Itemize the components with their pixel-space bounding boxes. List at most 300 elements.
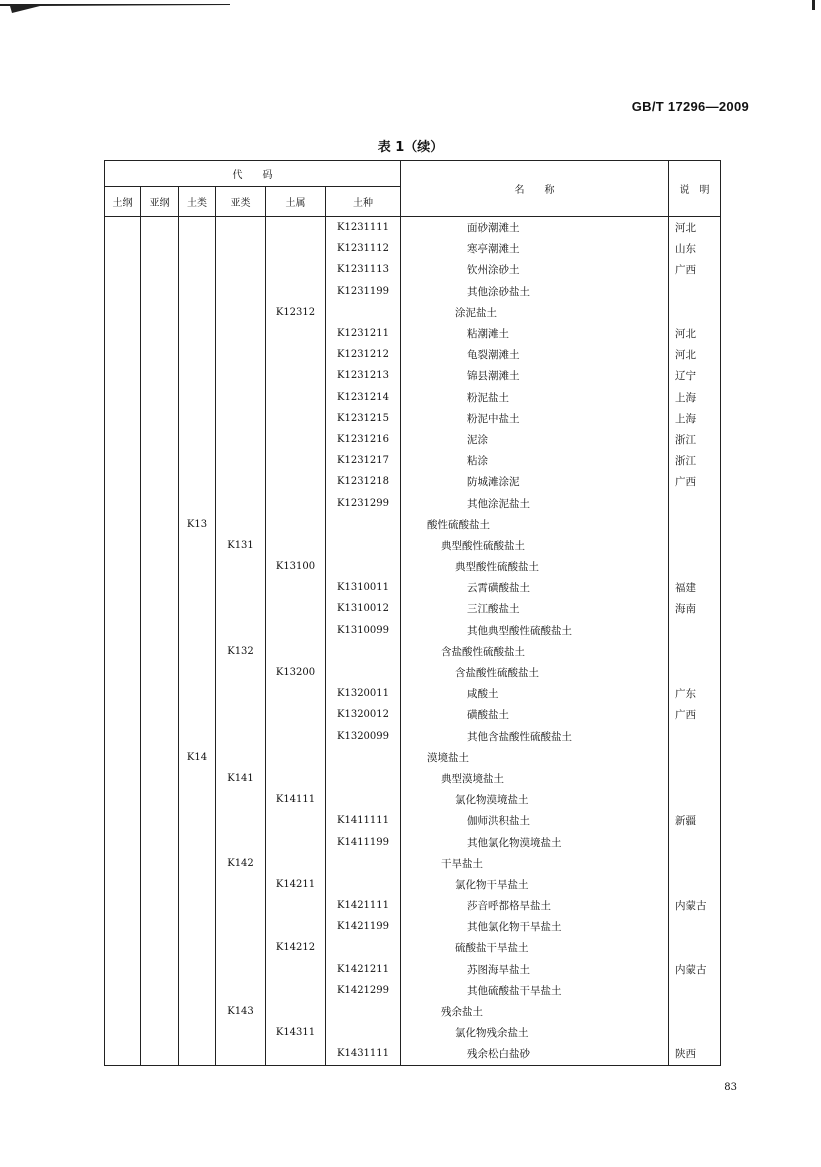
yalei-code-cell xyxy=(216,408,266,429)
tugang-column-header: 土纲 xyxy=(105,187,141,217)
tushu-code-cell xyxy=(266,323,326,344)
region-note-cell xyxy=(669,831,721,852)
soil-name-cell: 锦县潮滩土 xyxy=(401,365,669,386)
soil-name-cell: 干旱盐土 xyxy=(401,853,669,874)
tugang-cell xyxy=(105,492,141,513)
tugang-cell xyxy=(105,471,141,492)
tuzhong-code-cell: K1431111 xyxy=(326,1043,401,1065)
yagang-cell xyxy=(141,514,179,535)
soil-name-cell: 三江酸盐土 xyxy=(401,598,669,619)
table-row xyxy=(105,429,721,450)
region-note-cell xyxy=(669,662,721,683)
yagang-cell xyxy=(141,1022,179,1043)
region-note-cell: 山东 xyxy=(669,238,721,259)
tushu-code-cell xyxy=(266,704,326,725)
yalei-code-cell xyxy=(216,514,266,535)
tugang-cell xyxy=(105,577,141,598)
tuzhong-code-cell: K1231211 xyxy=(326,323,401,344)
soil-name-cell: 典型酸性硫酸盐土 xyxy=(401,535,669,556)
yalei-code-cell xyxy=(216,450,266,471)
yagang-cell xyxy=(141,683,179,704)
yalei-code-cell xyxy=(216,704,266,725)
yalei-code-cell xyxy=(216,980,266,1001)
tugang-cell xyxy=(105,302,141,323)
soil-name-cell: 云霄磺酸盐土 xyxy=(401,577,669,598)
code-group-header: 代 码 xyxy=(105,161,401,187)
table-row xyxy=(105,937,721,958)
region-note-cell xyxy=(669,620,721,641)
yalei-code-cell xyxy=(216,662,266,683)
tushu-code-cell xyxy=(266,916,326,937)
yalei-code-cell xyxy=(216,683,266,704)
table-row xyxy=(105,217,721,239)
tuzhong-code-cell: K1421211 xyxy=(326,959,401,980)
region-note-cell xyxy=(669,853,721,874)
tugang-cell xyxy=(105,450,141,471)
tulei-code-cell xyxy=(179,937,216,958)
tulei-code-cell xyxy=(179,916,216,937)
table-row xyxy=(105,789,721,810)
tugang-cell xyxy=(105,535,141,556)
tuzhong-code-cell xyxy=(326,514,401,535)
soil-name-cell: 其他典型酸性硫酸盐土 xyxy=(401,620,669,641)
soil-name-cell: 其他氯化物漠境盐土 xyxy=(401,831,669,852)
tulei-code-cell xyxy=(179,831,216,852)
tulei-code-cell xyxy=(179,259,216,280)
region-note-cell: 广东 xyxy=(669,683,721,704)
soil-name-cell: 粘潮滩土 xyxy=(401,323,669,344)
tushu-code-cell xyxy=(266,577,326,598)
yalei-code-cell xyxy=(216,302,266,323)
region-note-cell xyxy=(669,768,721,789)
yalei-code-cell xyxy=(216,1022,266,1043)
tuzhong-code-cell: K1411199 xyxy=(326,831,401,852)
table-row xyxy=(105,683,721,704)
table-row xyxy=(105,916,721,937)
tugang-cell xyxy=(105,980,141,1001)
table-row xyxy=(105,704,721,725)
region-note-cell: 广西 xyxy=(669,704,721,725)
name-column-header: 名 称 xyxy=(401,161,669,217)
tulei-code-cell xyxy=(179,641,216,662)
tulei-column-header: 土类 xyxy=(179,187,216,217)
tushu-code-cell: K14212 xyxy=(266,937,326,958)
tugang-cell xyxy=(105,217,141,239)
yalei-code-cell: K142 xyxy=(216,853,266,874)
tulei-code-cell: K13 xyxy=(179,514,216,535)
tulei-code-cell xyxy=(179,1001,216,1022)
tugang-cell xyxy=(105,874,141,895)
soil-name-cell: 钦州涂砂土 xyxy=(401,259,669,280)
tushu-code-cell xyxy=(266,492,326,513)
yalei-code-cell: K141 xyxy=(216,768,266,789)
yagang-cell xyxy=(141,598,179,619)
tushu-code-cell xyxy=(266,598,326,619)
soil-name-cell: 面砂潮滩土 xyxy=(401,217,669,239)
tugang-cell xyxy=(105,514,141,535)
scan-artifact-edge xyxy=(812,0,815,10)
yalei-code-cell xyxy=(216,217,266,239)
tugang-cell xyxy=(105,1022,141,1043)
tugang-cell xyxy=(105,238,141,259)
soil-name-cell: 莎音呼都格旱盐土 xyxy=(401,895,669,916)
tulei-code-cell xyxy=(179,535,216,556)
yagang-cell xyxy=(141,895,179,916)
yagang-cell xyxy=(141,471,179,492)
table-title: 表 1（续） xyxy=(377,140,444,155)
soil-name-cell: 其他含盐酸性硫酸盐土 xyxy=(401,726,669,747)
tugang-cell xyxy=(105,959,141,980)
region-note-cell xyxy=(669,514,721,535)
tugang-cell xyxy=(105,344,141,365)
region-note-cell: 上海 xyxy=(669,408,721,429)
table-row xyxy=(105,726,721,747)
tulei-code-cell xyxy=(179,662,216,683)
tuzhong-code-cell xyxy=(326,768,401,789)
soil-classification-table xyxy=(104,160,721,1066)
tushu-code-cell xyxy=(266,620,326,641)
tuzhong-column-header: 土种 xyxy=(326,187,401,217)
yalei-code-cell xyxy=(216,916,266,937)
table-row xyxy=(105,344,721,365)
tulei-code-cell xyxy=(179,302,216,323)
tushu-code-cell xyxy=(266,959,326,980)
yagang-cell xyxy=(141,747,179,768)
tugang-cell xyxy=(105,387,141,408)
soil-name-cell: 泥涂 xyxy=(401,429,669,450)
note-column-header: 说 明 xyxy=(669,161,721,217)
soil-name-cell: 典型酸性硫酸盐土 xyxy=(401,556,669,577)
yagang-cell xyxy=(141,238,179,259)
soil-name-cell: 氯化物漠境盐土 xyxy=(401,789,669,810)
yalei-code-cell: K131 xyxy=(216,535,266,556)
yalei-code-cell xyxy=(216,238,266,259)
tushu-code-cell xyxy=(266,387,326,408)
tugang-cell xyxy=(105,259,141,280)
tulei-code-cell xyxy=(179,387,216,408)
yagang-cell xyxy=(141,789,179,810)
region-note-cell xyxy=(669,980,721,1001)
region-note-cell xyxy=(669,747,721,768)
tushu-code-cell xyxy=(266,831,326,852)
yalei-code-cell xyxy=(216,874,266,895)
tulei-code-cell xyxy=(179,471,216,492)
tushu-code-cell: K14211 xyxy=(266,874,326,895)
tulei-code-cell xyxy=(179,789,216,810)
tulei-code-cell xyxy=(179,980,216,1001)
soil-name-cell: 残余盐土 xyxy=(401,1001,669,1022)
yagang-cell xyxy=(141,302,179,323)
tushu-code-cell xyxy=(266,514,326,535)
tuzhong-code-cell xyxy=(326,1022,401,1043)
standard-code: GB/T 17296—2009 xyxy=(631,99,749,114)
tushu-code-cell xyxy=(266,980,326,1001)
tushu-code-cell xyxy=(266,259,326,280)
yalei-code-cell xyxy=(216,810,266,831)
table-row xyxy=(105,365,721,386)
region-note-cell: 广西 xyxy=(669,471,721,492)
yagang-cell xyxy=(141,1043,179,1065)
soil-name-cell: 粉泥盐土 xyxy=(401,387,669,408)
soil-name-cell: 其他硫酸盐干旱盐土 xyxy=(401,980,669,1001)
table-row xyxy=(105,1022,721,1043)
tuzhong-code-cell: K1411111 xyxy=(326,810,401,831)
region-note-cell: 新疆 xyxy=(669,810,721,831)
tushu-code-cell xyxy=(266,1043,326,1065)
yagang-cell xyxy=(141,408,179,429)
tugang-cell xyxy=(105,916,141,937)
yagang-cell xyxy=(141,387,179,408)
table-row xyxy=(105,514,721,535)
tuzhong-code-cell xyxy=(326,641,401,662)
tushu-code-cell xyxy=(266,365,326,386)
table-row xyxy=(105,302,721,323)
tuzhong-code-cell: K1320011 xyxy=(326,683,401,704)
soil-name-cell: 其他涂泥盐土 xyxy=(401,492,669,513)
tushu-code-cell xyxy=(266,238,326,259)
yalei-code-cell xyxy=(216,598,266,619)
yagang-cell xyxy=(141,662,179,683)
tulei-code-cell xyxy=(179,810,216,831)
tulei-code-cell xyxy=(179,281,216,302)
tuzhong-code-cell: K1231299 xyxy=(326,492,401,513)
soil-name-cell: 涂泥盐土 xyxy=(401,302,669,323)
tulei-code-cell xyxy=(179,217,216,239)
scan-artifact-mark xyxy=(0,0,230,14)
yagang-cell xyxy=(141,641,179,662)
yalei-code-cell xyxy=(216,259,266,280)
tushu-code-cell xyxy=(266,450,326,471)
region-note-cell: 上海 xyxy=(669,387,721,408)
region-note-cell: 河北 xyxy=(669,217,721,239)
region-note-cell xyxy=(669,726,721,747)
table-row xyxy=(105,831,721,852)
yalei-code-cell: K132 xyxy=(216,641,266,662)
table-row xyxy=(105,450,721,471)
tugang-cell xyxy=(105,683,141,704)
tugang-cell xyxy=(105,704,141,725)
region-note-cell xyxy=(669,916,721,937)
tulei-code-cell xyxy=(179,1022,216,1043)
yagang-cell xyxy=(141,281,179,302)
yagang-cell xyxy=(141,937,179,958)
tulei-code-cell xyxy=(179,238,216,259)
table-row xyxy=(105,1043,721,1065)
region-note-cell: 河北 xyxy=(669,344,721,365)
region-note-cell xyxy=(669,281,721,302)
tuzhong-code-cell: K1310012 xyxy=(326,598,401,619)
tulei-code-cell xyxy=(179,853,216,874)
yalei-code-cell xyxy=(216,577,266,598)
soil-name-cell: 伽师洪积盐土 xyxy=(401,810,669,831)
tulei-code-cell xyxy=(179,344,216,365)
table-row xyxy=(105,577,721,598)
tulei-code-cell xyxy=(179,408,216,429)
tulei-code-cell xyxy=(179,429,216,450)
tulei-code-cell xyxy=(179,768,216,789)
tuzhong-code-cell xyxy=(326,747,401,768)
table-row xyxy=(105,620,721,641)
tulei-code-cell xyxy=(179,620,216,641)
tushu-column-header: 土属 xyxy=(266,187,326,217)
tuzhong-code-cell: K1231214 xyxy=(326,387,401,408)
tulei-code-cell xyxy=(179,598,216,619)
yagang-column-header: 亚纲 xyxy=(141,187,179,217)
table-row xyxy=(105,768,721,789)
yalei-code-cell xyxy=(216,492,266,513)
tuzhong-code-cell: K1231111 xyxy=(326,217,401,239)
tushu-code-cell xyxy=(266,810,326,831)
table-row xyxy=(105,323,721,344)
yalei-column-header: 亚类 xyxy=(216,187,266,217)
tulei-code-cell xyxy=(179,365,216,386)
tugang-cell xyxy=(105,853,141,874)
region-note-cell: 陕西 xyxy=(669,1043,721,1065)
tulei-code-cell xyxy=(179,492,216,513)
yalei-code-cell xyxy=(216,429,266,450)
yalei-code-cell xyxy=(216,937,266,958)
soil-name-cell: 残余松白盐砂 xyxy=(401,1043,669,1065)
soil-name-cell: 典型漠境盐土 xyxy=(401,768,669,789)
tugang-cell xyxy=(105,429,141,450)
tugang-cell xyxy=(105,1043,141,1065)
soil-name-cell: 含盐酸性硫酸盐土 xyxy=(401,662,669,683)
yalei-code-cell xyxy=(216,387,266,408)
tuzhong-code-cell: K1231217 xyxy=(326,450,401,471)
table-row xyxy=(105,238,721,259)
table-body xyxy=(105,217,721,1066)
table-row xyxy=(105,281,721,302)
table-row xyxy=(105,980,721,1001)
yagang-cell xyxy=(141,831,179,852)
tuzhong-code-cell: K1421111 xyxy=(326,895,401,916)
tuzhong-code-cell: K1231112 xyxy=(326,238,401,259)
table-row xyxy=(105,598,721,619)
tuzhong-code-cell: K1421199 xyxy=(326,916,401,937)
yalei-code-cell xyxy=(216,556,266,577)
soil-name-cell: 漠境盐土 xyxy=(401,747,669,768)
tushu-code-cell xyxy=(266,853,326,874)
tuzhong-code-cell: K1231199 xyxy=(326,281,401,302)
tuzhong-code-cell: K1231113 xyxy=(326,259,401,280)
tuzhong-code-cell: K1231218 xyxy=(326,471,401,492)
tushu-code-cell: K12312 xyxy=(266,302,326,323)
yalei-code-cell xyxy=(216,620,266,641)
region-note-cell: 内蒙古 xyxy=(669,895,721,916)
soil-name-cell: 含盐酸性硫酸盐土 xyxy=(401,641,669,662)
tuzhong-code-cell xyxy=(326,662,401,683)
tuzhong-code-cell xyxy=(326,535,401,556)
tushu-code-cell xyxy=(266,217,326,239)
yagang-cell xyxy=(141,853,179,874)
soil-name-cell: 咸酸土 xyxy=(401,683,669,704)
yagang-cell xyxy=(141,577,179,598)
tulei-code-cell xyxy=(179,1043,216,1065)
yalei-code-cell xyxy=(216,959,266,980)
tushu-code-cell xyxy=(266,641,326,662)
region-note-cell: 内蒙古 xyxy=(669,959,721,980)
tushu-code-cell xyxy=(266,281,326,302)
soil-name-cell: 酸性硫酸盐土 xyxy=(401,514,669,535)
region-note-cell xyxy=(669,492,721,513)
soil-name-cell: 苏图海旱盐土 xyxy=(401,959,669,980)
table-row xyxy=(105,810,721,831)
tushu-code-cell: K13100 xyxy=(266,556,326,577)
tuzhong-code-cell xyxy=(326,937,401,958)
table-row xyxy=(105,492,721,513)
soil-name-cell: 防城滩涂泥 xyxy=(401,471,669,492)
tuzhong-code-cell: K1231212 xyxy=(326,344,401,365)
tugang-cell xyxy=(105,831,141,852)
table-row xyxy=(105,556,721,577)
yagang-cell xyxy=(141,874,179,895)
soil-name-cell: 氯化物干旱盐土 xyxy=(401,874,669,895)
yalei-code-cell: K143 xyxy=(216,1001,266,1022)
yagang-cell xyxy=(141,217,179,239)
tulei-code-cell xyxy=(179,683,216,704)
yagang-cell xyxy=(141,344,179,365)
yalei-code-cell xyxy=(216,323,266,344)
region-note-cell: 河北 xyxy=(669,323,721,344)
tulei-code-cell xyxy=(179,959,216,980)
tulei-code-cell xyxy=(179,895,216,916)
region-note-cell: 广西 xyxy=(669,259,721,280)
tugang-cell xyxy=(105,662,141,683)
tuzhong-code-cell: K1421299 xyxy=(326,980,401,1001)
tushu-code-cell xyxy=(266,747,326,768)
tuzhong-code-cell xyxy=(326,302,401,323)
region-note-cell xyxy=(669,302,721,323)
tushu-code-cell xyxy=(266,1001,326,1022)
region-note-cell: 辽宁 xyxy=(669,365,721,386)
tugang-cell xyxy=(105,789,141,810)
tugang-cell xyxy=(105,937,141,958)
yalei-code-cell xyxy=(216,344,266,365)
tushu-code-cell xyxy=(266,471,326,492)
tugang-cell xyxy=(105,810,141,831)
tuzhong-code-cell: K1310099 xyxy=(326,620,401,641)
yagang-cell xyxy=(141,429,179,450)
region-note-cell xyxy=(669,1022,721,1043)
tuzhong-code-cell xyxy=(326,853,401,874)
yalei-code-cell xyxy=(216,365,266,386)
tuzhong-code-cell: K1231215 xyxy=(326,408,401,429)
page-number: 83 xyxy=(724,1082,737,1093)
soil-name-cell: 粉泥中盐土 xyxy=(401,408,669,429)
tugang-cell xyxy=(105,598,141,619)
tugang-cell xyxy=(105,556,141,577)
yagang-cell xyxy=(141,959,179,980)
soil-name-cell: 其他氯化物干旱盐土 xyxy=(401,916,669,937)
tugang-cell xyxy=(105,895,141,916)
tushu-code-cell: K14111 xyxy=(266,789,326,810)
yalei-code-cell xyxy=(216,789,266,810)
tuzhong-code-cell xyxy=(326,556,401,577)
yagang-cell xyxy=(141,535,179,556)
yalei-code-cell xyxy=(216,471,266,492)
table-row xyxy=(105,471,721,492)
table-row xyxy=(105,1001,721,1022)
tugang-cell xyxy=(105,620,141,641)
region-note-cell xyxy=(669,535,721,556)
region-note-cell xyxy=(669,1001,721,1022)
tushu-code-cell xyxy=(266,683,326,704)
yagang-cell xyxy=(141,620,179,641)
soil-name-cell: 寒亭潮滩土 xyxy=(401,238,669,259)
yagang-cell xyxy=(141,1001,179,1022)
tushu-code-cell: K13200 xyxy=(266,662,326,683)
soil-name-cell: 粘涂 xyxy=(401,450,669,471)
